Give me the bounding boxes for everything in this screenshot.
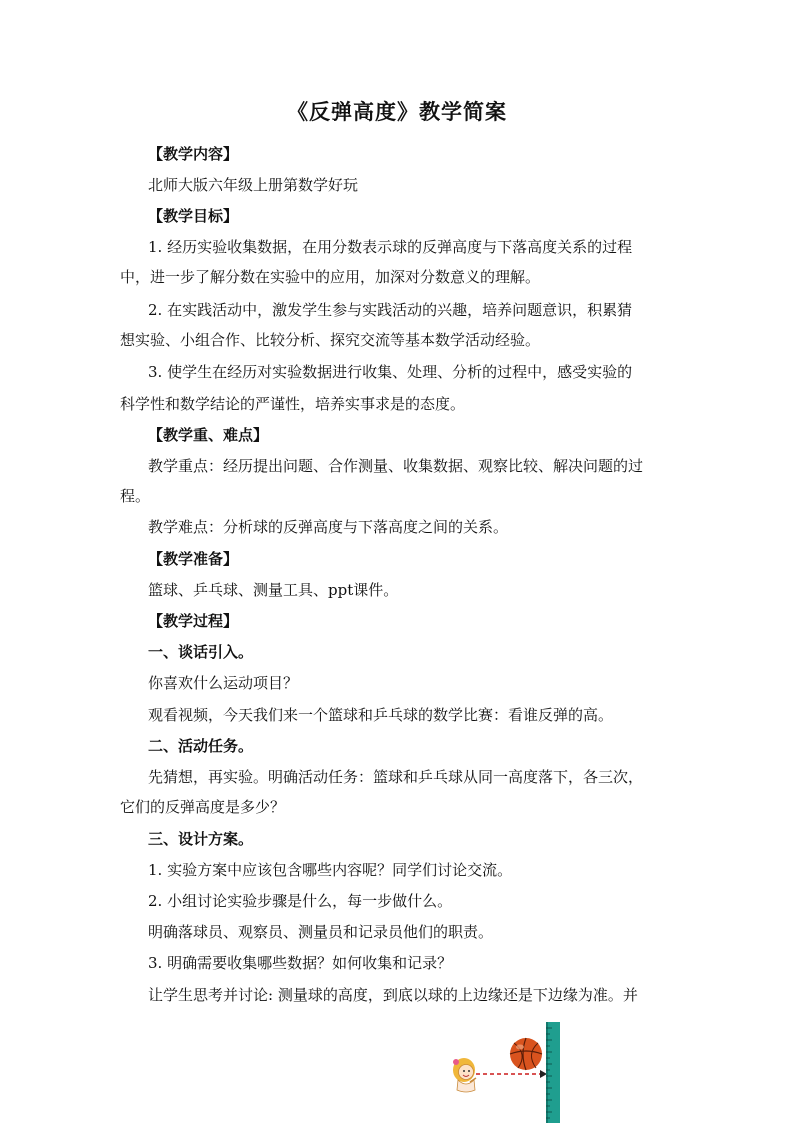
heading-key-points: 【教学重、难点】 — [148, 426, 269, 444]
step-3-roles: 明确落球员、观察员、测量员和记录员他们的职责。 — [148, 923, 494, 941]
experiment-illustration — [448, 1018, 568, 1123]
girl-figure-icon — [453, 1058, 476, 1092]
step-1-question: 你喜欢什么运动项目？ — [148, 674, 299, 692]
preparation-text: 篮球、乒乓球、测量工具、ppt课件。 — [148, 581, 399, 599]
step-3-last-line: 让学生思考并讨论: 测量球的高度，到底以球的上边缘还是下边缘为准。并 — [148, 986, 638, 1004]
step-3-item-3: 3. 明确需要收集哪些数据？如何收集和记录？ — [148, 954, 453, 972]
key-point-line-1: 教学重点：经历提出问题、合作测量、收集数据、观察比较、解决问题的过 — [148, 457, 644, 475]
key-point-line-2: 程。 — [120, 487, 151, 505]
heading-process: 【教学过程】 — [148, 612, 239, 630]
goal-1-line-1: 1. 经历实验收集数据，在用分数表示球的反弹高度与下落高度关系的过程 — [148, 238, 633, 256]
step-2-heading: 二、活动任务。 — [148, 737, 254, 755]
goal-2-line-2: 想实验、小组合作、比较分析、探究交流等基本数学活动经验。 — [120, 331, 541, 349]
basketball-icon — [510, 1038, 542, 1070]
heading-teaching-content: 【教学内容】 — [148, 145, 239, 163]
measurement-arrow-icon — [476, 1070, 547, 1078]
goal-3-line-2: 科学性和数学结论的严谨性，培养实事求是的态度。 — [120, 395, 466, 413]
step-3-item-2: 2. 小组讨论实验步骤是什么，每一步做什么。 — [148, 892, 453, 910]
step-3-heading: 三、设计方案。 — [148, 830, 254, 848]
difficulty-text: 教学难点：分析球的反弹高度与下落高度之间的关系。 — [148, 518, 509, 536]
step-2-line-2: 它们的反弹高度是多少？ — [120, 798, 286, 816]
teaching-content-text: 北师大版六年级上册第数学好玩 — [148, 176, 359, 194]
goal-3-line-1: 3. 使学生在经历对实验数据进行收集、处理、分析的过程中，感受实验的 — [148, 363, 633, 381]
document-title: 《反弹高度》教学简案 — [287, 99, 507, 124]
heading-preparation: 【教学准备】 — [148, 550, 239, 568]
step-3-item-1: 1. 实验方案中应该包含哪些内容呢？同学们讨论交流。 — [148, 861, 513, 879]
goal-2-line-1: 2. 在实践活动中，激发学生参与实践活动的兴趣，培养问题意识，积累猜 — [148, 301, 633, 319]
step-1-text: 观看视频，今天我们来一个篮球和乒乓球的数学比赛：看谁反弹的高。 — [148, 706, 614, 724]
ruler-icon — [546, 1022, 560, 1123]
heading-teaching-goals: 【教学目标】 — [148, 207, 239, 225]
goal-1-line-2: 中，进一步了解分数在实验中的应用，加深对分数意义的理解。 — [120, 268, 541, 286]
step-1-heading: 一、谈话引入。 — [148, 643, 254, 661]
step-2-line-1: 先猜想，再实验。明确活动任务：篮球和乒乓球从同一高度落下，各三次， — [148, 768, 644, 786]
